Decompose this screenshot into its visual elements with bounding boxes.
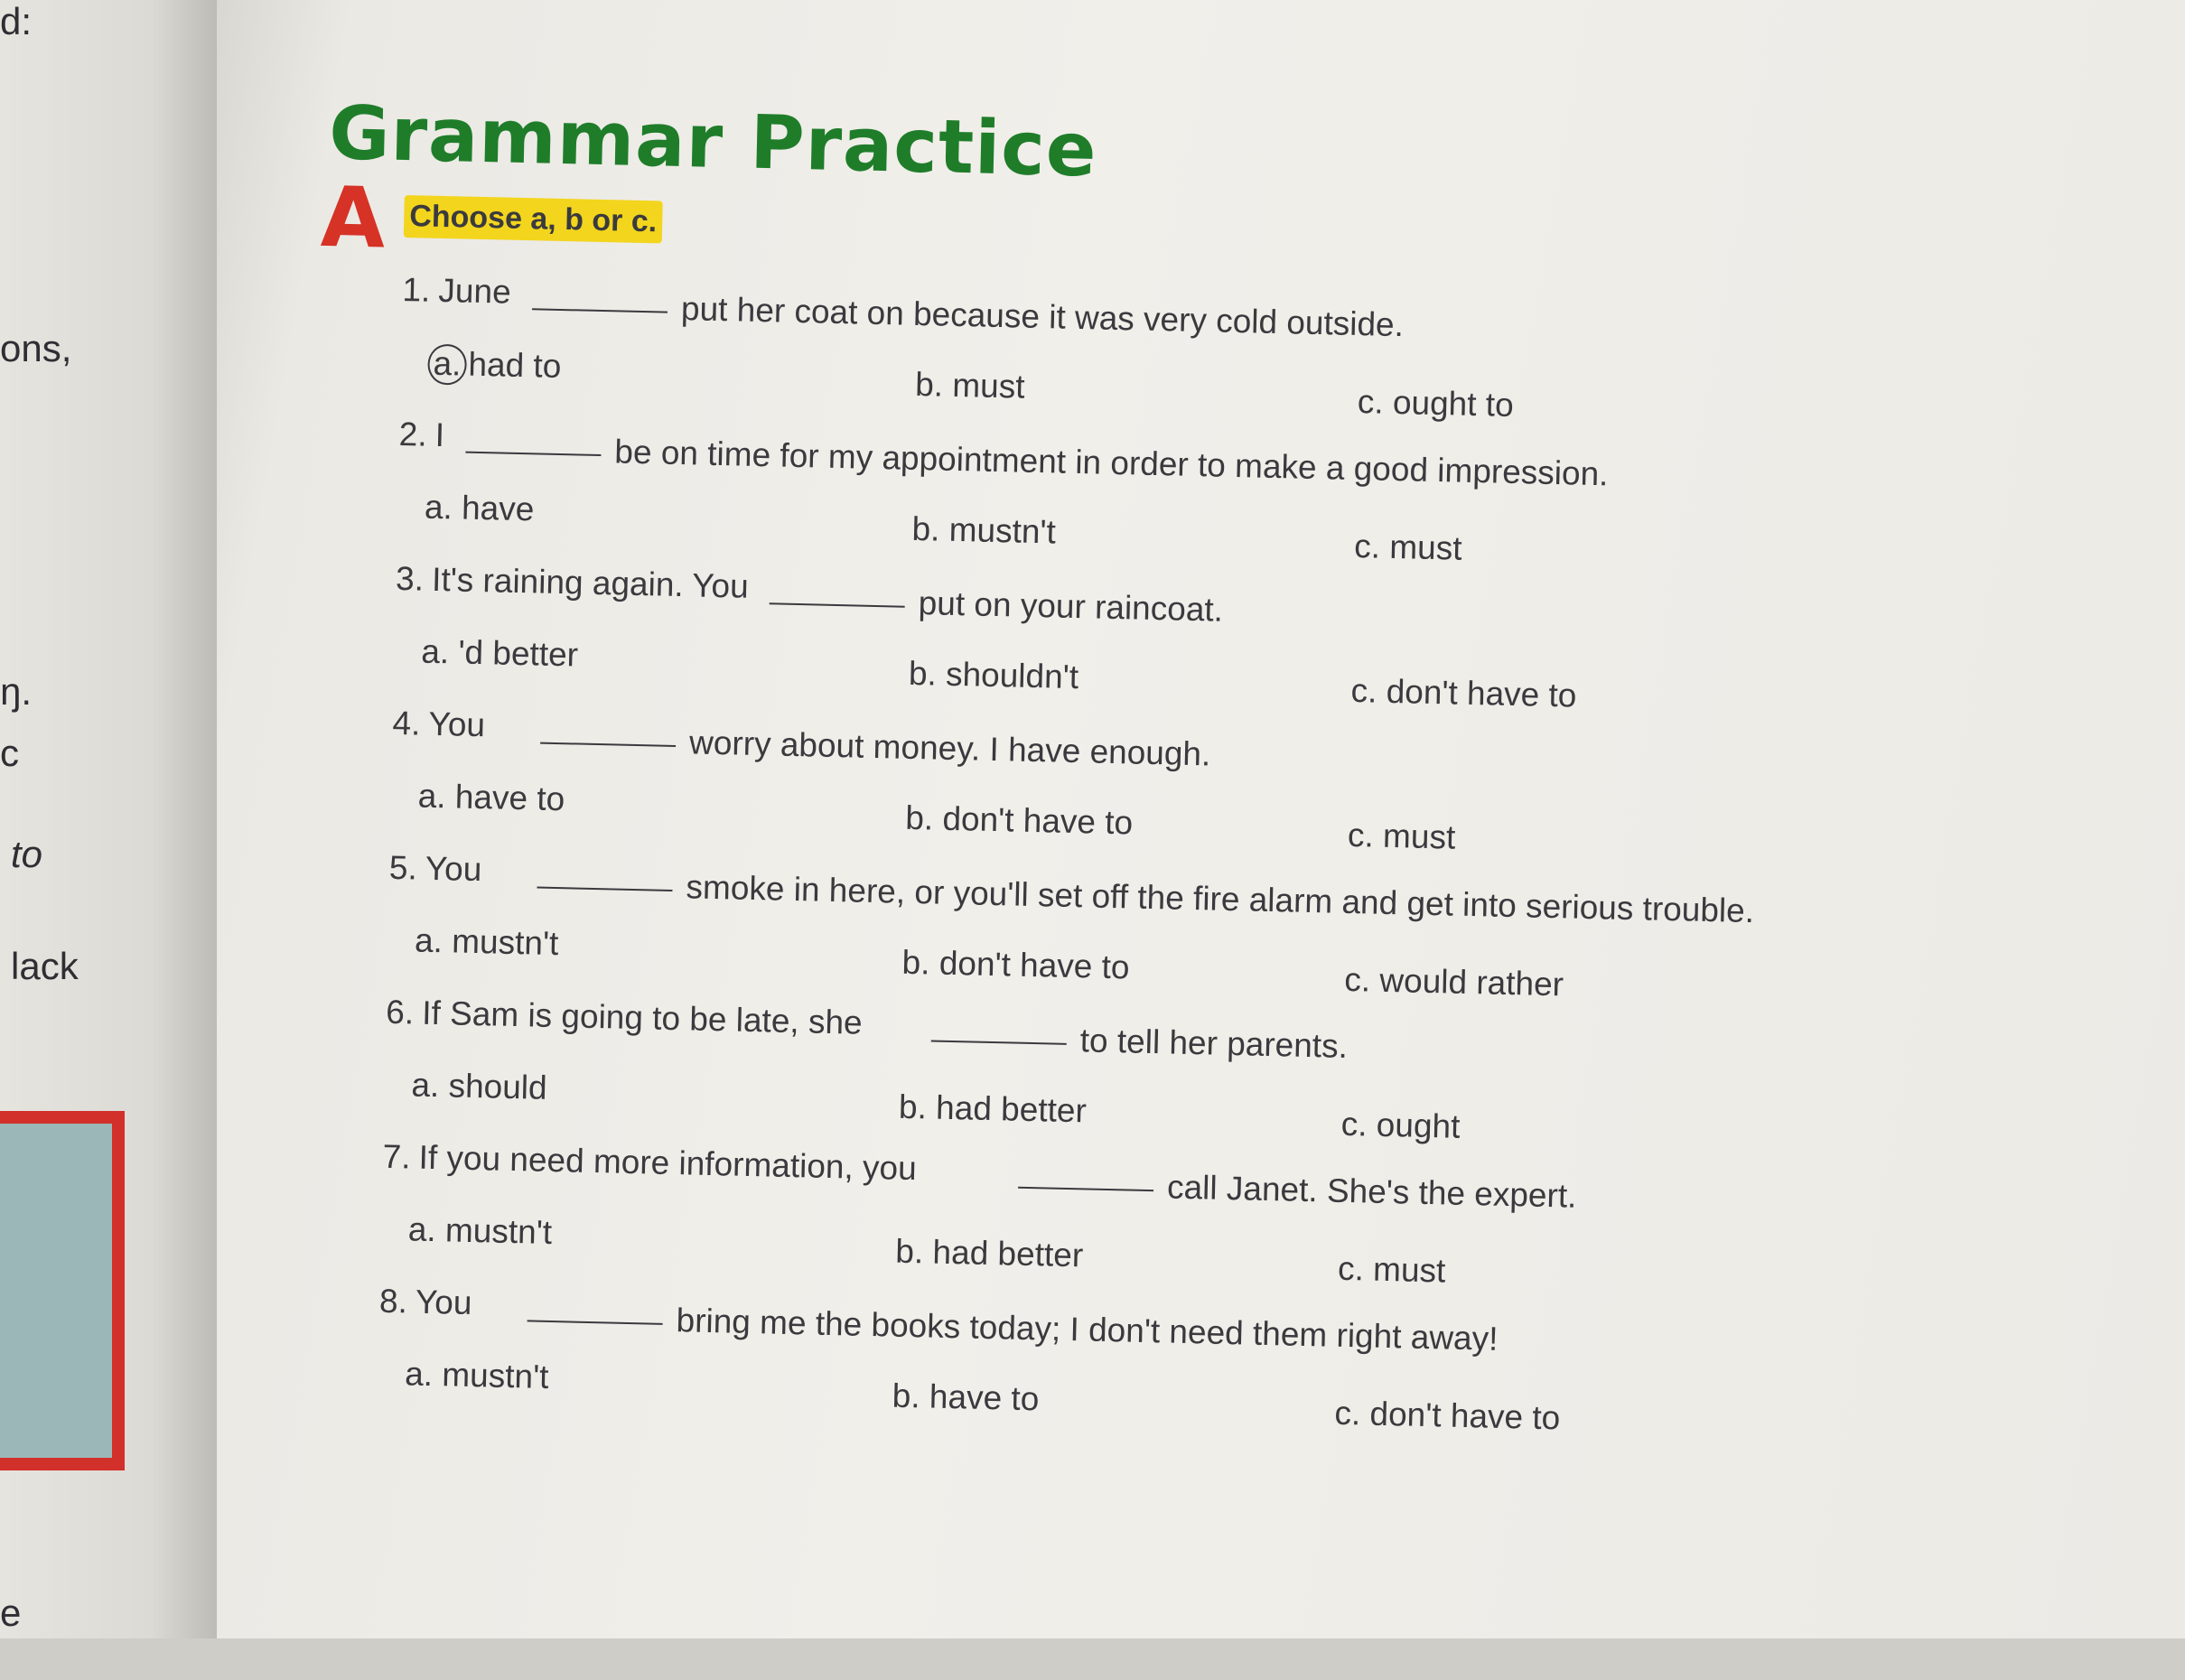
left-page-fragment: c	[0, 732, 19, 774]
option-b[interactable]: b. have to	[892, 1377, 1040, 1418]
option-b[interactable]: b. had better	[894, 1232, 1084, 1274]
option-a[interactable]	[425, 489, 535, 529]
question-item	[201, 700, 1919, 874]
answer-blank[interactable]	[770, 602, 905, 607]
previous-page	[0, 0, 217, 1638]
question-text-end: worry about money. I have enough.	[688, 723, 1211, 773]
option-a-text: a. mustn't	[407, 1210, 553, 1252]
question-number: 8.	[378, 1282, 408, 1321]
left-page-fragment: d:	[0, 0, 33, 42]
option-b[interactable]: b. must	[914, 365, 1026, 406]
option-a-text: a. have to	[417, 777, 565, 818]
option-b[interactable]: b. shouldn't	[908, 654, 1079, 696]
question-number: 1.	[402, 270, 431, 309]
option-a[interactable]	[407, 1210, 552, 1252]
question-text-end: smoke in here, or you'll set off the fire alarm and get into serious trouble.	[686, 868, 1755, 930]
option-b[interactable]: b. mustn't	[911, 509, 1057, 551]
answer-blank[interactable]	[532, 308, 668, 313]
answer-blank[interactable]	[931, 1040, 1067, 1044]
option-b[interactable]: b. had better	[898, 1087, 1088, 1130]
option-a-text: a. mustn't	[414, 921, 559, 963]
question-text-end: bring me the books today; I don't need them right away!	[676, 1302, 1499, 1358]
question-text-start: June	[437, 271, 512, 311]
option-a[interactable]	[411, 1066, 547, 1106]
question-number: 7.	[382, 1137, 412, 1176]
answer-blank[interactable]	[528, 1320, 663, 1324]
page-content	[182, 0, 2185, 1680]
option-a[interactable]	[415, 921, 559, 963]
circled-answer-mark: a.	[427, 344, 467, 386]
left-page-fragment: ŋ.	[0, 670, 33, 713]
option-a[interactable]	[417, 778, 565, 819]
answer-blank[interactable]	[537, 887, 672, 891]
option-a-text: a. mustn't	[404, 1355, 549, 1395]
option-a-text: a. 'd better	[420, 632, 579, 674]
question-text-start: I	[434, 415, 445, 454]
question-text-end: call Janet. She's the expert.	[1166, 1168, 1577, 1215]
option-c[interactable]: c. must	[1337, 1249, 1446, 1290]
option-c[interactable]: c. must	[1353, 527, 1462, 567]
option-c[interactable]: c. ought to	[1357, 383, 1515, 424]
question-text-start: If you need more information, you	[418, 1138, 918, 1188]
question-number: 2.	[398, 415, 428, 453]
question-item	[191, 1134, 1910, 1308]
question-text-start: It's raining again. You	[431, 560, 750, 605]
answer-blank[interactable]	[1018, 1187, 1153, 1191]
option-a[interactable]	[421, 633, 579, 675]
option-b[interactable]: b. don't have to	[901, 943, 1130, 986]
option-a[interactable]	[405, 1355, 549, 1396]
option-a[interactable]	[427, 344, 562, 387]
question-item	[193, 989, 1912, 1163]
question-item	[210, 266, 1929, 441]
left-page-fragment: e	[0, 1591, 22, 1634]
question-text-start: You	[415, 1283, 472, 1322]
option-c[interactable]: c. would rather	[1343, 960, 1564, 1003]
answer-blank[interactable]	[465, 452, 601, 456]
option-c[interactable]: c. don't have to	[1334, 1394, 1561, 1437]
question-item	[207, 411, 1926, 585]
exercise-instruction: Choose a, b or c.	[404, 195, 663, 243]
question-text-end: put her coat on because it was very cold outside.	[680, 290, 1405, 344]
workbook-page	[217, 0, 2185, 1638]
question-text-end: be on time for my appointment in order to make a good impression.	[613, 433, 1609, 493]
question-text-start: You	[428, 705, 486, 744]
left-page-fragment: lack	[11, 945, 79, 987]
question-number: 6.	[385, 993, 415, 1031]
question-number: 4.	[392, 704, 421, 742]
section-letter: A	[320, 168, 387, 267]
red-framed-box	[0, 1111, 125, 1470]
question-text-end: put on your raincoat.	[918, 584, 1224, 629]
question-item	[187, 1278, 1906, 1452]
question-text-start: If Sam is going to be late, she	[421, 994, 864, 1041]
question-text-start: You	[425, 849, 482, 889]
question-item	[197, 845, 1916, 1019]
option-c[interactable]: c. ought	[1340, 1105, 1461, 1145]
left-page-fragment: to	[11, 833, 43, 875]
question-text-end: to tell her parents.	[1079, 1022, 1349, 1065]
question-number: 5.	[388, 848, 418, 887]
option-b[interactable]: b. don't have to	[904, 798, 1134, 842]
option-a-text: a. should	[411, 1066, 548, 1106]
left-page-fragment: ons,	[0, 327, 72, 369]
answer-blank[interactable]	[540, 742, 676, 747]
question-item	[203, 555, 1922, 730]
option-a-text: a. have	[424, 488, 535, 528]
question-number: 3.	[395, 559, 425, 598]
page-title: Grammar Practice	[328, 90, 1098, 194]
option-c[interactable]: c. don't have to	[1350, 671, 1577, 714]
option-c[interactable]: c. must	[1347, 816, 1456, 856]
option-a-text: had to	[468, 345, 562, 385]
